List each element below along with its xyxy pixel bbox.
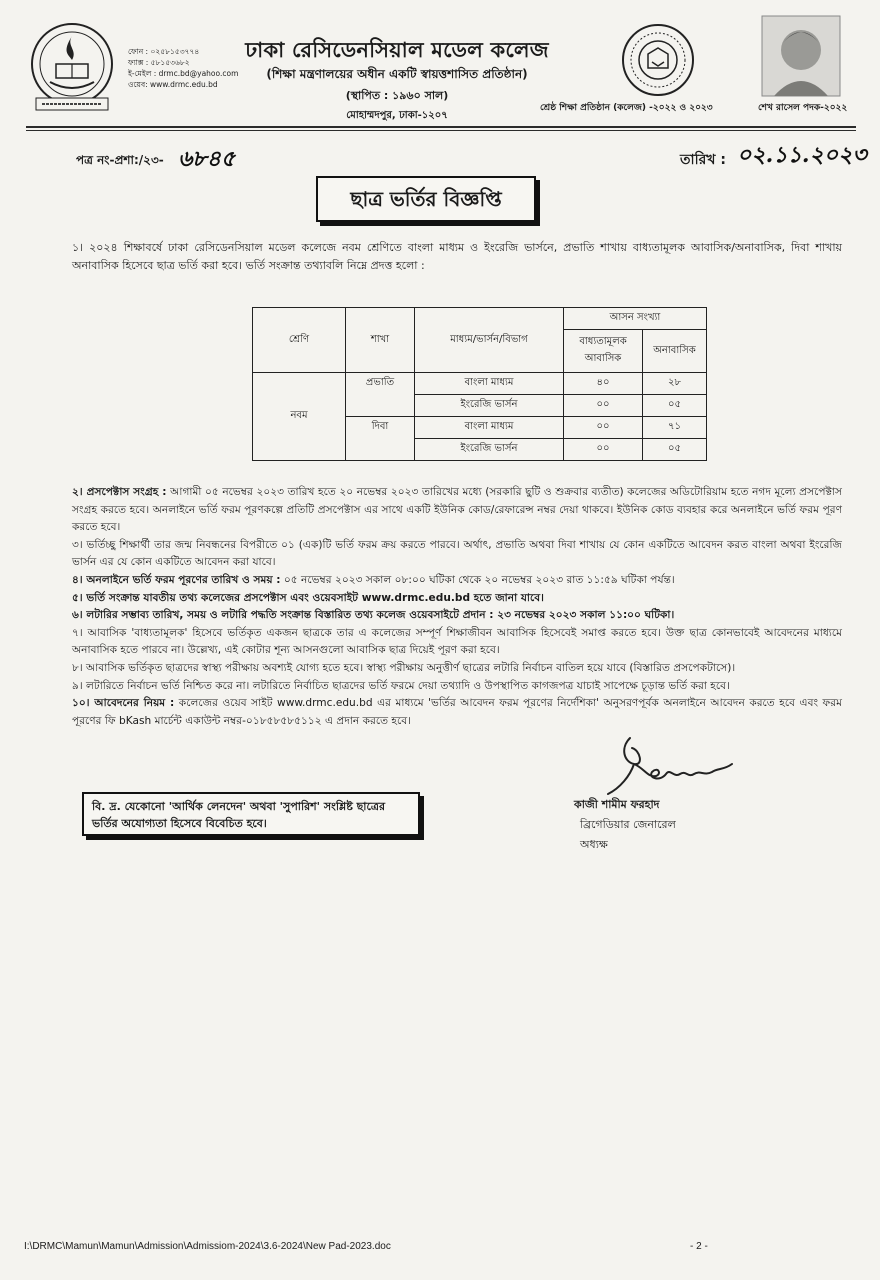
footer-file-path: I:\DRMC\Mamun\Mamun\Admission\Admissiom-2024\3.6-2024\New Pad-2023.doc	[24, 1241, 391, 1252]
reference-label: পত্র নং-প্রশা:/২৩-	[76, 153, 164, 167]
award-seal	[620, 20, 696, 100]
cell-residential: ৪০	[564, 373, 643, 395]
item-text: ৯। লটারিতে নির্বাচন ভর্তি নিশ্চিত করে না। লটারিতে নির্বাচিত ছাত্রদের ভর্তি ফরমে দেয়া তথ্যাদি ও উপস্থাপিত কাগজপত্র যাচাই সাপেক্ষে চূড়ান্ত ভর্তি করা হবে।	[72, 679, 730, 692]
cell-medium: ইংরেজি ভার্সন	[415, 439, 564, 461]
college-subtitle: (শিক্ষা মন্ত্রণালয়ের অধীন একটি স্বায়ত্তশাসিত প্রতিষ্ঠান)	[266, 67, 528, 81]
cell-medium: বাংলা মাধ্যম	[415, 373, 564, 395]
cell-nonresidential: ০৫	[643, 395, 707, 417]
item-text: আগামী ০৫ নভেম্বর ২০২৩ তারিখ হতে ২০ নভেম্বর ২০২৩ তারিখের মধ্যে (সরকারি ছুটি ও শুক্রবার ব্যতীত) কলেজের অডিটোরিয়াম হতে নগদ মূল্যে প্রসপেক্টাস সংগ্রহ করতে হবে। অনলাইনে ভর্তি ফরম পূরণকল্পে প্রতিটি প্রসপেক্টাস এর সাথে একটি ইউনিক কোড/রেফারেন্স নম্বর দেয়া থাকবে। ইউনিক কোড ব্যবহার করে অনলাইনে ভর্তি ফরম পূরণ করতে হবে।	[72, 486, 842, 534]
cell-class: নবম	[253, 373, 346, 461]
intro-paragraph: ১। ২০২৪ শিক্ষাবর্ষে ঢাকা রেসিডেনসিয়াল মডেল কলেজে নবম শ্রেণিতে বাংলা মাধ্যম ও ইংরেজি ভার্সনে, প্রভাতি শাখায় বাধ্যতামূলক আবাসিক/অনাবাসিক, দিবা শাখায় অনাবাসিক হিসেবে ছাত্র ভর্তি করা হবে। ভর্তি সংক্রান্ত তথ্যাবলি নিম্নে প্রদত্ত হলো :	[72, 241, 842, 272]
cell-nonresidential: ০৫	[643, 439, 707, 461]
list-item	[72, 572, 842, 590]
notice-title: ছাত্র ভর্তির বিজ্ঞপ্তি	[316, 176, 536, 222]
cell-medium: বাংলা মাধ্যম	[415, 417, 564, 439]
item-lead: ৬। লটারির সম্ভাব্য তারিখ, সময় ও লটারি পদ্ধতি সংক্রান্ত বিস্তারিত তথ্য কলেজ ওয়েবসাইটে প্রদান : ২৩ নভেম্বর ২০২৩ সকাল ১১:০০ ঘটিকা।	[72, 609, 675, 622]
header-seats: আসন সংখ্যা	[564, 308, 707, 330]
cell-shift-morning: প্রভাতি	[346, 373, 415, 417]
email-text: ই-মেইল : drmc.bd@yahoo.com	[128, 69, 239, 78]
signature-mark	[600, 728, 750, 798]
list-item	[72, 660, 842, 678]
list-item	[72, 590, 842, 608]
cell-nonresidential: ৭১	[643, 417, 707, 439]
item-lead: ১০। আবেদনের নিয়ম :	[72, 697, 175, 710]
list-item	[72, 484, 842, 537]
header-medium: মাধ্যম/ভার্সন/বিভাগ	[415, 308, 564, 373]
item-text: ৭। আবাসিক 'বাধ্যতামূলক' হিসেবে ভর্তিকৃত একজন ছাত্রকে তার এ কলেজের সম্পূর্ণ শিক্ষাজীবন আবাসিক হিসেবেই সমাপ্ত করতে হবে। উক্ত ছাত্র কোনভাবেই আবেদনের মাধ্যমে অনাবাসিক হতে পারবে না। উল্লেখ্য, এই কোটার শূন্য আসনগুলো আবাসিক ছাত্র দিয়েই পূরণ করা হবে।	[72, 626, 842, 657]
signatory-rank: ব্রিগেডিয়ার জেনারেল	[580, 818, 676, 831]
header-rule	[26, 126, 856, 128]
table-row	[253, 373, 707, 395]
header-nonresidential: অনাবাসিক	[643, 330, 707, 373]
college-name: ঢাকা রেসিডেনসিয়াল মডেল কলেজ	[245, 38, 549, 62]
list-item	[72, 625, 842, 660]
award-text-right: শেখ রাসেল পদক-২০২২	[758, 103, 848, 113]
website-text: ওয়েব: www.drmc.edu.bd	[128, 80, 218, 89]
table-header-row	[253, 308, 707, 330]
list-item	[72, 607, 842, 625]
item-lead: ৫। ভর্তি সংক্রান্ত যাবতীয় তথ্য কলেজের প্রসপেক্টাস এবং ওয়েবসাইট www.drmc.edu.bd হতে জানা যাবে।	[72, 591, 544, 604]
fax-text: ফ্যাক্স : ৫৮১৫৩৬৮২	[128, 58, 190, 67]
cell-residential: ০০	[564, 417, 643, 439]
college-established: (স্থাপিত : ১৯৬০ সাল)	[345, 89, 449, 102]
header-class: শ্রেণি	[253, 308, 346, 373]
item-text: ০৫ নভেম্বর ২০২৩ সকাল ০৮:০০ ঘটিকা থেকে ২০ নভেম্বর ২০২৩ রাত ১১:৫৯ ঘটিকা পর্যন্ত।	[280, 573, 675, 586]
cell-medium: ইংরেজি ভার্সন	[415, 395, 564, 417]
award-text-left: শ্রেষ্ঠ শিক্ষা প্রতিষ্ঠান (কলেজ) -২০২২ ও ২০২৩	[540, 103, 713, 113]
header-shift: শাখা	[346, 308, 415, 373]
cell-nonresidential: ২৮	[643, 373, 707, 395]
contact-block	[128, 46, 238, 90]
date-value: ০২.১১.২০২৩	[737, 142, 867, 168]
footer-page-number: - 2 -	[690, 1241, 708, 1252]
cell-residential: ০০	[564, 395, 643, 417]
item-lead: ৪। অনলাইনে ভর্তি ফরম পূরণের তারিখ ও সময় :	[72, 573, 281, 586]
nb-note-box: বি. দ্র. যেকোনো 'আর্থিক লেনদেন' অথবা 'সুপারিশ' সংশ্লিষ্ট ছাত্রের ভর্তির অযোগ্যতা হিসেবে বিবেচিত হবে।	[82, 792, 420, 836]
list-item	[72, 695, 842, 730]
seat-table	[252, 307, 707, 461]
portrait-medal-icon	[760, 14, 842, 98]
item-text: ৩। ভর্তিচ্ছু শিক্ষার্থী তার জন্ম নিবন্ধনের বিপরীতে ০১ (এক)টি ভর্তি ফরম ক্রয় করতে পারবে। অর্থাৎ, প্রভাতি অথবা দিবা শাখায় যে কোন একটিতে আবেদন করত বাংলা অথবা ইংরেজি ভার্সন এর যে কোন একটিতে আবেদন করা যাবে।	[72, 538, 842, 569]
header-residential: বাধ্যতামূলক আবাসিক	[564, 330, 643, 373]
college-logo	[28, 20, 116, 112]
cell-residential: ০০	[564, 439, 643, 461]
date-label: তারিখ :	[680, 152, 726, 168]
notice-items	[72, 484, 842, 730]
college-address: মোহাম্মদপুর, ঢাকা-১২০৭	[346, 110, 448, 121]
item-text: কলেজের ওয়েব সাইট www.drmc.edu.bd এর মাধ্যমে 'ভর্তির আবেদন ফরম পূরণের নির্দেশিকা' অনুসরণপূর্বক অনলাইনে আবেদন করতে হবে এবং ফরম পূরণের ফি bKash মার্চেন্ট একাউন্ট নম্বর-০১৮৫৮৫৮৫১১২ এ প্রদান করতে হবে।	[72, 697, 843, 727]
header-rule-thin	[26, 130, 856, 131]
item-text: ৮। আবাসিক ভর্তিকৃত ছাত্রদের স্বাস্থ্য পরীক্ষায় অবশ্যই যোগ্য হতে হবে। স্বাস্থ্য পরীক্ষায় অনুত্তীর্ণ ছাত্রের লটারি নির্বাচন বাতিল হয়ে যাবে (বিস্তারিত প্রসপেকটাসে)।	[72, 661, 736, 674]
phone-text: ফোন : ০২৫৮১৫৩৭৭৪	[128, 47, 200, 56]
list-item	[72, 678, 842, 696]
cell-shift-day: দিবা	[346, 417, 415, 461]
reference-number: ৬৮৪৫	[178, 146, 236, 172]
signatory-name: কাজী শামীম ফরহাদ	[574, 798, 660, 811]
item-lead: ২। প্রসপেক্টাস সংগ্রহ :	[72, 486, 167, 498]
signatory-post: অধ্যক্ষ	[580, 838, 608, 851]
list-item	[72, 537, 842, 572]
